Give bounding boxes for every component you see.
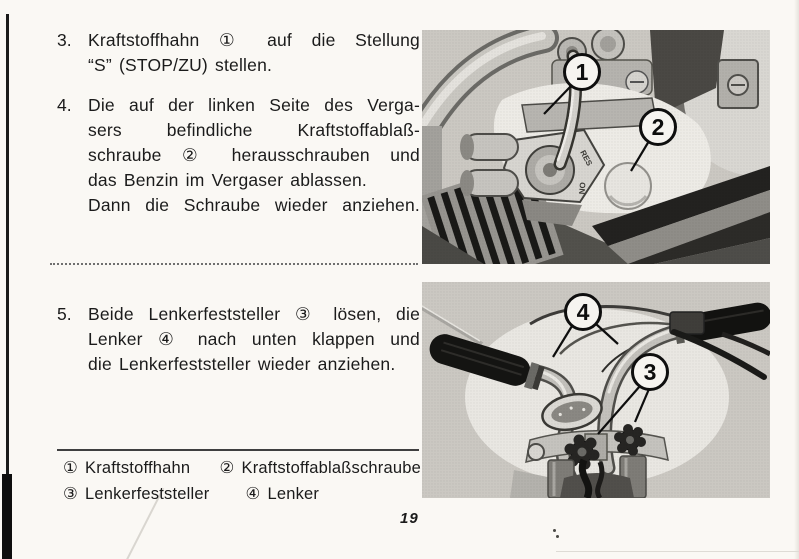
- book-binding-shadow: [2, 474, 12, 559]
- item-number: 5.: [57, 304, 72, 324]
- legend-label: Lenker: [267, 485, 320, 503]
- legend-item: [245, 481, 319, 507]
- instruction-item-3: [57, 28, 420, 78]
- legend-separator-line: [57, 449, 419, 451]
- legend-number: ②: [219, 459, 235, 477]
- legend-number: ①: [63, 459, 78, 477]
- item-line: schraube ② herausschrauben und: [88, 145, 420, 165]
- legend-label: Kraftstoffhahn: [85, 459, 191, 477]
- item-line: “S” (STOP/ZU) stellen.: [88, 55, 273, 75]
- item-line: Dann die Schraube wieder anziehen.: [88, 195, 420, 215]
- parts-legend: [63, 455, 421, 507]
- item-number: 3.: [57, 30, 72, 50]
- legend-label: Kraftstoffablaßschraube: [241, 459, 421, 477]
- item-line: Kraftstoffhahn ① auf die Stellung: [88, 30, 420, 50]
- legend-number: ④: [245, 485, 261, 503]
- scan-speck: [553, 529, 556, 532]
- page-edge-shading: [794, 0, 799, 559]
- next-page-edge-line: [556, 551, 799, 552]
- legend-item: [220, 455, 421, 481]
- item-line: sers befindliche Kraftstoffablaß-: [88, 120, 420, 140]
- page-number: 19: [400, 510, 419, 527]
- legend-item: [63, 455, 190, 481]
- dotted-separator: [50, 263, 418, 265]
- legend-item: [63, 481, 209, 507]
- item-line: die Lenkerfeststeller wieder anziehen.: [88, 354, 396, 374]
- legend-number: ③: [63, 485, 78, 503]
- item-line: Die auf der linken Seite des Verga-: [88, 95, 420, 115]
- instruction-item-5: [57, 302, 420, 377]
- instruction-item-4: [57, 93, 420, 218]
- item-number: 4.: [57, 95, 72, 115]
- callout-3-number: 3: [643, 359, 657, 385]
- scan-speck: [556, 535, 559, 538]
- item-line: das Benzin im Vergaser ablassen.: [88, 170, 367, 190]
- figure-fuel-tap-photo: [422, 30, 770, 264]
- item-line: Beide Lenkerfeststeller ③ lösen, die: [88, 304, 420, 324]
- legend-label: Lenkerfeststeller: [85, 485, 210, 503]
- callout-2-number: 2: [651, 114, 665, 140]
- figure-handlebar-photo: [422, 282, 770, 498]
- callout-4-number: 4: [576, 299, 590, 325]
- item-line: Lenker ④ nach unten klappen und: [88, 329, 420, 349]
- callout-1-number: 1: [575, 59, 589, 85]
